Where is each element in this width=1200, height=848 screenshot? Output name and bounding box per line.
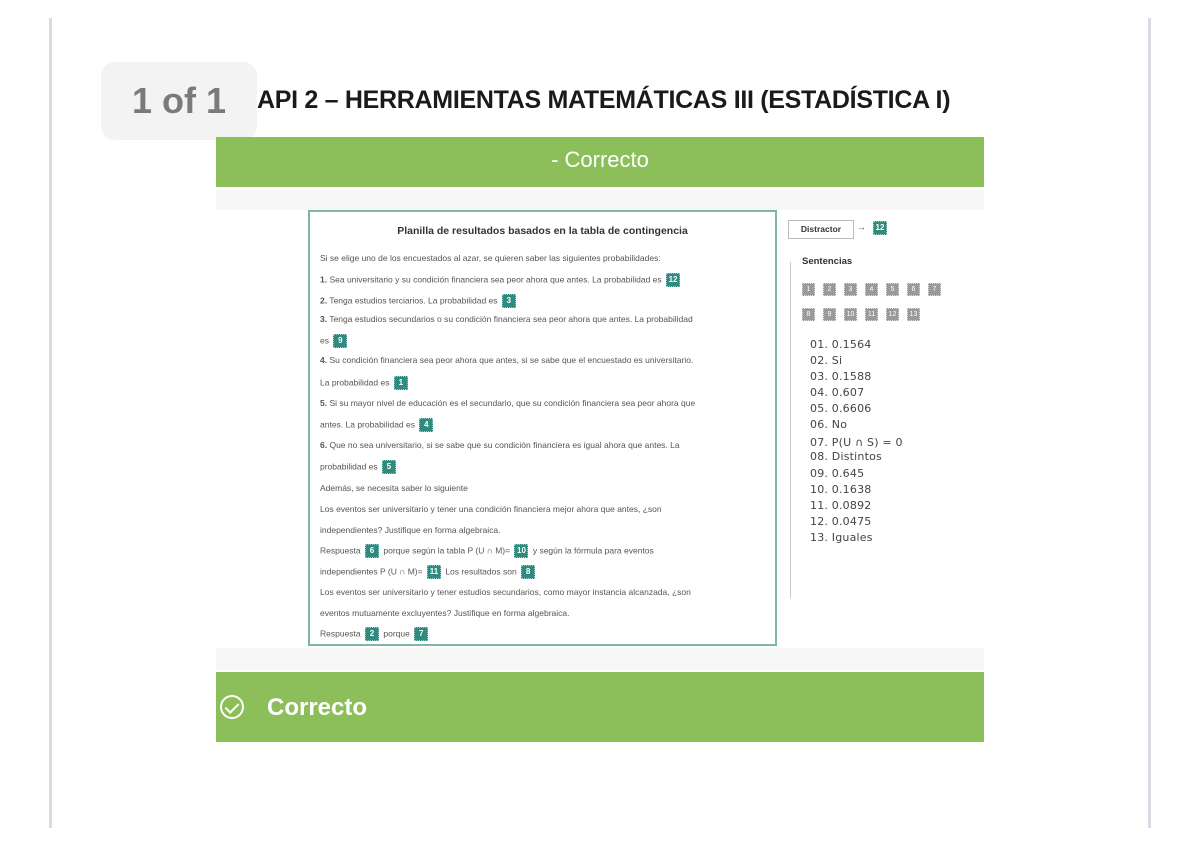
viewer-left-border	[49, 18, 52, 828]
answer-drop-slot[interactable]: 4	[419, 418, 433, 432]
option-item: 05. 0.6606	[810, 402, 872, 415]
panel-title: Planilla de resultados basados en la tabla de contingencia	[397, 225, 688, 237]
option-item: 02. Si	[810, 354, 843, 367]
response-text: Los resultados son	[445, 566, 517, 577]
option-item: 11. 0.0892	[810, 499, 872, 512]
option-item: 03. 0.1588	[810, 370, 872, 383]
option-item: 10. 0.1638	[810, 483, 872, 496]
question-text: La probabilidad es	[320, 377, 390, 388]
response-text: porque	[383, 628, 410, 639]
sidebar-divider	[790, 262, 791, 598]
option-item: 04. 0.607	[810, 386, 865, 399]
events-1-question-continued: independientes? Justifique en forma algebraica.	[320, 525, 501, 535]
sentence-chip[interactable]: 2	[823, 283, 836, 296]
answer-sidebar	[788, 218, 978, 648]
bottom-result-banner	[216, 672, 984, 742]
question-4	[320, 354, 693, 366]
sentence-chip[interactable]: 1	[802, 283, 815, 296]
events-2-question: Los eventos ser universitario y tener estudios secundarios, como mayor instancia alcanzada, ¿son	[320, 587, 691, 597]
sentence-chip[interactable]: 4	[865, 283, 878, 296]
option-item: 09. 0.645	[810, 467, 865, 480]
sentence-chip[interactable]: 3	[844, 283, 857, 296]
question-6	[320, 439, 680, 451]
distractor-drop-slot[interactable]: 12	[873, 221, 887, 235]
question-number: 3.	[320, 314, 328, 324]
sentence-chip[interactable]: 11	[865, 308, 878, 321]
response-text: porque según la tabla P (U ∩ M)=	[383, 545, 511, 556]
answer-drop-slot[interactable]: 2	[365, 627, 379, 641]
question-5-continued	[320, 418, 435, 432]
sentence-chip[interactable]: 6	[907, 283, 920, 296]
question-text: Si su mayor nivel de educación es el secundario, que su condición financiera sea peor ahora que	[329, 398, 696, 408]
answer-drop-slot[interactable]: 11	[427, 565, 441, 579]
response-2	[320, 627, 430, 641]
sentence-chip[interactable]: 9	[823, 308, 836, 321]
sentence-chip[interactable]: 5	[886, 283, 899, 296]
results-panel	[308, 210, 777, 646]
option-item: 12. 0.0475	[810, 515, 872, 528]
question-1	[320, 273, 682, 287]
answer-drop-slot[interactable]: 8	[521, 565, 535, 579]
response-1-continued	[320, 565, 537, 579]
question-4-continued	[320, 376, 410, 390]
question-text: probabilidad es	[320, 461, 378, 472]
answer-drop-slot[interactable]: 12	[666, 273, 680, 287]
check-circle-icon	[220, 695, 244, 719]
answer-drop-slot[interactable]: 6	[365, 544, 379, 558]
question-text: es	[320, 335, 329, 346]
sentence-chip[interactable]: 10	[844, 308, 857, 321]
sentence-chip[interactable]: 8	[802, 308, 815, 321]
question-text: Que no sea universitario, si se sabe que su condición financiera es igual ahora que antes. La	[329, 440, 680, 450]
question-text: Sea universitario y su condición financiera sea peor ahora que antes. La probabilidad es	[329, 274, 662, 285]
answer-drop-slot[interactable]: 5	[382, 460, 396, 474]
question-text: Tenga estudios terciarios. La probabilidad es	[329, 295, 498, 306]
option-item: 06. No	[810, 418, 848, 431]
arrow-right-icon: →	[857, 222, 866, 232]
question-text: Tenga estudios secundarios o su condición financiera sea peor ahora que antes. La probabilidad	[329, 314, 693, 324]
ademas-text: Además, se necesita saber lo siguiente	[320, 483, 468, 493]
answer-drop-slot[interactable]: 1	[394, 376, 408, 390]
response-label: Respuesta	[320, 628, 361, 639]
question-6-continued	[320, 460, 398, 474]
sentence-chip[interactable]: 13	[907, 308, 920, 321]
events-1-question: Los eventos ser universitario y tener una condición financiera mejor ahora que antes, ¿son	[320, 504, 662, 514]
question-text: Su condición financiera sea peor ahora que antes, si se sabe que el encuestado es universitario.	[329, 355, 694, 365]
result-label: Correcto	[267, 694, 368, 721]
question-number: 5.	[320, 398, 328, 408]
response-text: y según la fórmula para eventos	[532, 545, 654, 556]
document-title: API 2 – HERRAMIENTAS MATEMÁTICAS III (ESTADÍSTICA I)	[257, 86, 951, 114]
question-2	[320, 294, 518, 308]
question-number: 2.	[320, 295, 328, 306]
top-result-banner: - Correcto	[216, 137, 984, 187]
question-text: antes. La probabilidad es	[320, 419, 415, 430]
answer-drop-slot[interactable]: 10	[514, 544, 528, 558]
option-item: 08. Distintos	[810, 450, 882, 463]
option-item: 07. P(U ∩ S) = 0	[810, 436, 903, 449]
question-number: 1.	[320, 274, 328, 285]
response-text: independientes P (U ∩ M)=	[320, 566, 423, 577]
answer-drop-slot[interactable]: 9	[333, 334, 347, 348]
page-counter-badge: 1 of 1	[101, 62, 257, 140]
response-label: Respuesta	[320, 545, 361, 556]
answer-drop-slot[interactable]: 7	[414, 627, 428, 641]
question-number: 6.	[320, 440, 328, 450]
distractor-button[interactable]: Distractor	[788, 220, 854, 239]
option-item: 13. Iguales	[810, 531, 873, 544]
sentence-chip[interactable]: 12	[886, 308, 899, 321]
response-1	[320, 544, 654, 558]
question-5	[320, 397, 695, 409]
answer-drop-slot[interactable]: 3	[502, 294, 516, 308]
viewer-right-border	[1148, 18, 1151, 828]
intro-text: Si se elige uno de los encuestados al azar, se quieren saber las siguientes probabilidades:	[320, 253, 661, 263]
sentence-chip[interactable]: 7	[928, 283, 941, 296]
question-number: 4.	[320, 355, 328, 365]
events-2-question-continued: eventos mutuamente excluyentes? Justifique en forma algebraica.	[320, 608, 570, 618]
question-3-continued	[320, 334, 349, 348]
option-item: 01. 0.1564	[810, 338, 872, 351]
question-3	[320, 313, 693, 325]
sentencias-label: Sentencias	[802, 256, 853, 267]
